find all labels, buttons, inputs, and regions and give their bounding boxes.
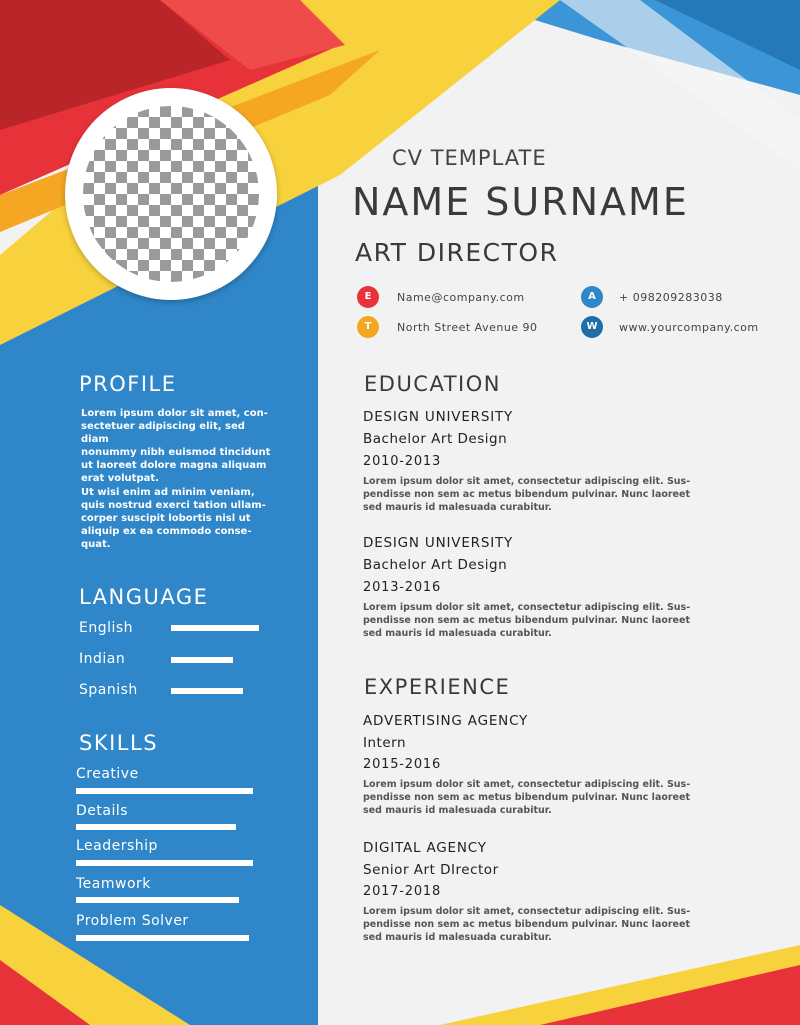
skill-label: Problem Solver bbox=[76, 913, 189, 929]
skills-heading: SKILLS bbox=[79, 731, 159, 755]
language-level-bar bbox=[171, 657, 233, 663]
language-label: Spanish bbox=[79, 682, 138, 698]
website-text: www.yourcompany.com bbox=[619, 321, 759, 334]
address-text: North Street Avenue 90 bbox=[397, 321, 538, 334]
skill-label: Creative bbox=[76, 766, 139, 782]
skill-label: Details bbox=[76, 803, 129, 819]
education-years: 2010-2013 bbox=[363, 454, 442, 469]
experience-description: Lorem ipsum dolor sit amet, consectetur adipiscing elit. Sus- pendisse non sem ac metus bibendum pulvinar. Nunc laoreet sed mauris id malesuada curabitur. bbox=[363, 906, 691, 943]
experience-years: 2017-2018 bbox=[363, 884, 442, 899]
education-description: Lorem ipsum dolor sit amet, consectetur adipiscing elit. Sus- pendisse non sem ac metus bibendum pulvinar. Nunc laoreet sed mauris id malesuada curabitur. bbox=[363, 476, 691, 513]
education-institution: DESIGN UNIVERSITY bbox=[363, 409, 514, 425]
language-label: Indian bbox=[79, 651, 126, 667]
skill-level-bar bbox=[76, 824, 236, 830]
experience-company: DIGITAL AGENCY bbox=[363, 840, 487, 856]
skill-label: Leadership bbox=[76, 838, 158, 854]
education-institution: DESIGN UNIVERSITY bbox=[363, 535, 514, 551]
language-level-bar bbox=[171, 688, 243, 694]
language-heading: LANGUAGE bbox=[79, 585, 209, 609]
language-level-bar bbox=[171, 625, 259, 631]
full-name: NAME SURNAME bbox=[352, 180, 689, 224]
education-heading: EDUCATION bbox=[364, 372, 501, 396]
profile-photo-frame bbox=[65, 88, 277, 300]
email-text: Name@company.com bbox=[397, 291, 525, 304]
skill-level-bar bbox=[76, 860, 253, 866]
experience-years: 2015-2016 bbox=[363, 757, 442, 772]
cv-label: CV TEMPLATE bbox=[392, 146, 547, 170]
skill-label: Teamwork bbox=[76, 876, 151, 892]
education-description: Lorem ipsum dolor sit amet, consectetur adipiscing elit. Sus- pendisse non sem ac metus bibendum pulvinar. Nunc laoreet sed mauris id malesuada curabitur. bbox=[363, 602, 691, 639]
education-degree: Bachelor Art Design bbox=[363, 431, 508, 447]
phone-icon: A bbox=[581, 286, 603, 308]
photo-placeholder bbox=[83, 106, 259, 282]
job-title: ART DIRECTOR bbox=[355, 238, 559, 267]
web-icon: W bbox=[581, 316, 603, 338]
experience-position: Senior Art DIrector bbox=[363, 862, 499, 878]
language-label: English bbox=[79, 620, 134, 636]
address-icon: T bbox=[357, 316, 379, 338]
phone-text: + 098209283038 bbox=[619, 291, 723, 304]
skill-level-bar bbox=[76, 935, 249, 941]
experience-position: Intern bbox=[363, 735, 407, 751]
experience-company: ADVERTISING AGENCY bbox=[363, 713, 529, 729]
skill-level-bar bbox=[76, 788, 253, 794]
profile-paragraph-2: Ut wisi enim ad minim veniam, quis nostrud exerci tation ullam- corper suscipit lobortis nisl ut aliquip ex ea commodo conse- quat. bbox=[81, 487, 266, 550]
profile-heading: PROFILE bbox=[79, 372, 177, 396]
experience-heading: EXPERIENCE bbox=[364, 675, 511, 699]
skill-level-bar bbox=[76, 897, 239, 903]
profile-paragraph-1: Lorem ipsum dolor sit amet, con- sectetuer adipiscing elit, sed diam nonummy nibh euismod tincidunt ut laoreet dolore magna aliquam erat volutpat. bbox=[81, 408, 271, 484]
experience-description: Lorem ipsum dolor sit amet, consectetur adipiscing elit. Sus- pendisse non sem ac metus bibendum pulvinar. Nunc laoreet sed mauris id malesuada curabitur. bbox=[363, 779, 691, 816]
education-years: 2013-2016 bbox=[363, 580, 442, 595]
email-icon: E bbox=[357, 286, 379, 308]
education-degree: Bachelor Art Design bbox=[363, 557, 508, 573]
